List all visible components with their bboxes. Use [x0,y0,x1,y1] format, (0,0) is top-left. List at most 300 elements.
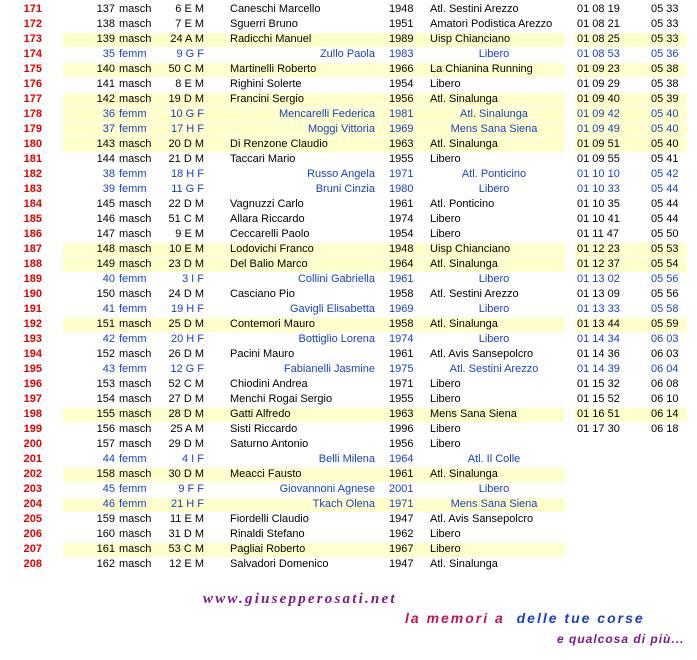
club-cell: Libero [478,183,510,195]
table-row [0,137,697,152]
birth-year-cell: 1971 [389,378,414,390]
birth-year-cell: 1962 [389,528,414,540]
site-url[interactable]: www.giusepperosati.net [203,591,397,607]
position-cell: 177 [23,93,42,105]
category-cell: 30 D M [168,468,204,480]
table-row [0,92,697,107]
club-cell: Libero [478,483,510,495]
athlete-name-cell: Caneschi Marcello [230,3,321,15]
bib-number-cell: 138 [96,18,115,30]
athlete-name-cell: Menchi Rogai Sergio [230,393,333,405]
athlete-name-cell: Collini Gabriella [297,273,375,285]
table-row [0,17,697,32]
birth-year-cell: 1951 [389,18,414,30]
pace-cell: 06 04 [651,363,679,375]
position-cell: 191 [23,303,42,315]
bib-number-cell: 158 [96,468,115,480]
finish-time-cell: 01 15 32 [577,378,620,390]
athlete-name-cell: Sisti Riccardo [230,423,298,435]
category-cell: 9 F F [178,483,204,495]
sex-cell: femm [119,273,147,285]
position-cell: 182 [23,168,42,180]
position-cell: 196 [23,378,42,390]
bib-number-cell: 42 [102,333,115,345]
position-cell: 179 [23,123,42,135]
position-cell: 197 [23,393,42,405]
bib-number-cell: 144 [96,153,115,165]
athlete-name-cell: Radicchi Manuel [230,33,312,45]
finish-time-cell: 01 13 09 [577,288,620,300]
birth-year-cell: 1971 [389,498,414,510]
position-cell: 174 [23,48,42,60]
sex-cell: masch [119,63,152,75]
position-cell: 205 [23,513,42,525]
sex-cell: masch [119,513,152,525]
bib-number-cell: 137 [96,3,115,15]
category-cell: 6 E M [175,3,204,15]
bib-number-cell: 40 [102,273,115,285]
table-row [0,47,697,62]
category-cell: 3 I F [181,273,204,285]
pace-cell: 05 54 [651,258,679,270]
athlete-name-cell: Fiordelli Claudio [230,513,309,525]
finish-time-cell: 01 11 47 [577,228,620,240]
position-cell: 203 [23,483,42,495]
pace-cell: 05 56 [651,288,679,300]
bib-number-cell: 44 [102,453,115,465]
club-cell: Atl. Sinalunga [430,318,498,330]
birth-year-cell: 1958 [389,318,414,330]
bib-number-cell: 37 [102,123,115,135]
club-cell: Libero [430,213,461,225]
category-cell: 22 D M [168,198,204,210]
athlete-name-cell: Salvadori Domenico [230,558,329,570]
position-cell: 206 [23,528,42,540]
birth-year-cell: 1969 [389,303,414,315]
category-cell: 12 E M [169,558,204,570]
sex-cell: masch [119,33,152,45]
tagline-part2: delle tue corse [516,610,645,626]
birth-year-cell: 1967 [389,543,414,555]
sex-cell: masch [119,153,152,165]
birth-year-cell: 1956 [389,438,414,450]
athlete-name-cell: Bottiglio Lorena [298,333,375,345]
bib-number-cell: 46 [102,498,115,510]
category-cell: 27 D M [168,393,204,405]
pace-cell: 05 53 [651,243,679,255]
finish-time-cell: 01 09 40 [577,93,620,105]
finish-time-cell: 01 15 52 [577,393,620,405]
category-cell: 21 H F [170,498,204,510]
finish-time-cell: 01 10 33 [577,183,620,195]
club-cell: Libero [478,303,510,315]
pace-cell: 06 08 [651,378,679,390]
category-cell: 18 H F [170,168,204,180]
position-cell: 183 [23,183,42,195]
club-cell: Atl. Sestini Arezzo [449,363,539,375]
bib-number-cell: 141 [96,78,115,90]
club-cell: Libero [430,543,461,555]
bib-number-cell: 157 [96,438,115,450]
birth-year-cell: 1961 [389,198,414,210]
bib-number-cell: 153 [96,378,115,390]
position-cell: 172 [23,18,42,30]
bib-number-cell: 155 [96,408,115,420]
finish-time-cell: 01 10 10 [577,168,620,180]
sex-cell: masch [119,378,152,390]
bib-number-cell: 150 [96,288,115,300]
sex-cell: masch [119,528,152,540]
birth-year-cell: 1954 [389,78,414,90]
position-cell: 202 [23,468,42,480]
position-cell: 173 [23,33,42,45]
category-cell: 9 G F [176,48,204,60]
pace-cell: 05 40 [651,123,679,135]
finish-time-cell: 01 08 21 [577,18,620,30]
position-cell: 195 [23,363,42,375]
club-cell: Atl. Sinalunga [430,93,498,105]
position-cell: 198 [23,408,42,420]
table-row [0,167,697,182]
category-cell: 17 H F [170,123,204,135]
club-cell: Libero [478,333,510,345]
birth-year-cell: 1980 [389,183,414,195]
pace-cell: 05 42 [651,168,679,180]
club-cell: Libero [478,273,510,285]
sex-cell: femm [119,483,147,495]
table-row [0,182,697,197]
category-cell: 25 D M [168,318,204,330]
table-row [0,437,697,452]
finish-time-cell: 01 09 42 [577,108,620,120]
sex-cell: femm [119,108,147,120]
sex-cell: femm [119,303,147,315]
category-cell: 10 E M [169,243,204,255]
sex-cell: masch [119,228,152,240]
birth-year-cell: 1947 [389,513,414,525]
finish-time-cell: 01 14 39 [577,363,620,375]
club-cell: Atl. Sinalunga [430,558,498,570]
table-row [0,302,697,317]
table-row [0,107,697,122]
table-row [0,482,697,497]
athlete-name-cell: Casciano Pio [230,288,295,300]
table-row [0,122,697,137]
club-cell: Atl. Avis Sansepolcro [430,513,534,525]
category-cell: 12 G F [170,363,204,375]
position-cell: 185 [23,213,42,225]
athlete-name-cell: Del Balio Marco [230,258,308,270]
athlete-name-cell: Pagliai Roberto [230,543,306,555]
table-row [0,422,697,437]
club-cell: Atl. Sestini Arezzo [430,3,519,15]
table-row [0,257,697,272]
sex-cell: masch [119,558,152,570]
club-cell: Libero [430,393,461,405]
sex-cell: masch [119,138,152,150]
birth-year-cell: 1956 [389,93,414,105]
table-row [0,407,697,422]
sex-cell: masch [119,288,152,300]
athlete-name-cell: Rinaldi Stefano [230,528,305,540]
bib-number-cell: 38 [102,168,115,180]
category-cell: 52 C M [168,378,204,390]
finish-time-cell: 01 10 41 [577,213,620,225]
athlete-name-cell: Fabianelli Jasmine [283,363,375,375]
sex-cell: masch [119,78,152,90]
birth-year-cell: 1974 [389,333,414,345]
category-cell: 20 H F [170,333,204,345]
category-cell: 25 A M [170,423,204,435]
sex-cell: femm [119,333,147,345]
bib-number-cell: 152 [96,348,115,360]
club-cell: Atl. Ponticino [430,198,495,210]
club-cell: Mens Sana Siena [450,123,538,135]
table-row [0,512,697,527]
table-row [0,62,697,77]
position-cell: 171 [23,3,42,15]
club-cell: Libero [478,48,510,60]
athlete-name-cell: Contemori Mauro [230,318,315,330]
birth-year-cell: 1983 [389,48,414,60]
athlete-name-cell: Saturno Antonio [230,438,309,450]
club-cell: Libero [430,423,461,435]
athlete-name-cell: Pacini Mauro [230,348,295,360]
pace-cell: 05 44 [651,213,679,225]
sex-cell: femm [119,363,147,375]
bib-number-cell: 140 [96,63,115,75]
category-cell: 50 C M [168,63,204,75]
pace-cell: 05 44 [651,183,679,195]
birth-year-cell: 1996 [389,423,414,435]
table-row [0,332,697,347]
bib-number-cell: 142 [96,93,115,105]
sex-cell: femm [119,498,147,510]
category-cell: 28 D M [168,408,204,420]
pace-cell: 05 38 [651,78,679,90]
position-cell: 187 [23,243,42,255]
birth-year-cell: 1963 [389,408,414,420]
birth-year-cell: 1958 [389,288,414,300]
table-row [0,497,697,512]
athlete-name-cell: Mencarelli Federica [279,108,375,120]
category-cell: 10 G F [170,108,204,120]
category-cell: 7 E M [175,18,204,30]
athlete-name-cell: Gavigli Elisabetta [290,303,375,315]
club-cell: Atl. Sinalunga [430,468,498,480]
finish-time-cell: 01 13 33 [577,303,620,315]
bib-number-cell: 41 [102,303,115,315]
athlete-name-cell: Chiodini Andrea [230,378,308,390]
sex-cell: masch [119,18,152,30]
table-row [0,272,697,287]
club-cell: Libero [430,378,461,390]
position-cell: 175 [23,63,42,75]
category-cell: 24 D M [168,288,204,300]
club-cell: Atl. Avis Sansepolcro [430,348,534,360]
pace-cell: 05 41 [651,153,679,165]
bib-number-cell: 162 [96,558,115,570]
table-row [0,527,697,542]
club-cell: Libero [430,528,461,540]
category-cell: 29 D M [168,438,204,450]
athlete-name-cell: Martinelli Roberto [230,63,317,75]
athlete-name-cell: Meacci Fausto [230,468,302,480]
position-cell: 201 [23,453,42,465]
finish-time-cell: 01 17 30 [577,423,620,435]
athlete-name-cell: Bruni Cinzia [315,183,375,195]
table-row [0,542,697,557]
finish-time-cell: 01 12 23 [577,243,620,255]
position-cell: 184 [23,198,42,210]
athlete-name-cell: Taccari Mario [230,153,296,165]
pace-cell: 06 10 [651,393,679,405]
birth-year-cell: 1948 [389,3,414,15]
pace-cell: 05 33 [651,18,679,30]
bib-number-cell: 151 [96,318,115,330]
birth-year-cell: 1981 [389,108,414,120]
bib-number-cell: 156 [96,423,115,435]
club-cell: Atl. Sinalunga [430,258,498,270]
position-cell: 208 [23,558,42,570]
club-cell: Libero [430,78,461,90]
athlete-name-cell: Lodovichi Franco [230,243,314,255]
birth-year-cell: 1964 [389,453,414,465]
birth-year-cell: 1974 [389,213,414,225]
finish-time-cell: 01 12 37 [577,258,620,270]
sex-cell: masch [119,198,152,210]
birth-year-cell: 1961 [389,468,414,480]
club-cell: Amatori Podistica Arezzo [430,18,553,30]
pace-cell: 05 44 [651,198,679,210]
sex-cell: masch [119,243,152,255]
birth-year-cell: 1954 [389,228,414,240]
bib-number-cell: 146 [96,213,115,225]
category-cell: 21 D M [168,153,204,165]
club-cell: Uisp Chianciano [430,243,511,255]
position-cell: 192 [23,318,42,330]
bib-number-cell: 145 [96,198,115,210]
pace-cell: 05 33 [651,33,679,45]
table-row [0,377,697,392]
position-cell: 190 [23,288,42,300]
table-row [0,227,697,242]
athlete-name-cell: Moggi Vittoria [307,123,375,135]
finish-time-cell: 01 13 02 [577,273,620,285]
sex-cell: masch [119,318,152,330]
table-row [0,392,697,407]
position-cell: 181 [23,153,42,165]
bib-number-cell: 148 [96,243,115,255]
sex-cell: masch [119,213,152,225]
bib-number-cell: 36 [102,108,115,120]
pace-cell: 05 39 [651,93,679,105]
category-cell: 23 D M [168,258,204,270]
pace-cell: 05 33 [651,3,679,15]
athlete-name-cell: Sguerri Bruno [230,18,298,30]
club-cell: Libero [430,153,461,165]
pace-cell: 05 38 [651,63,679,75]
pace-cell: 05 40 [651,108,679,120]
tagline [405,610,645,626]
table-row [0,362,697,377]
birth-year-cell: 2001 [389,483,414,495]
athlete-name-cell: Francini Sergio [230,93,304,105]
birth-year-cell: 1966 [389,63,414,75]
category-cell: 11 E M [169,513,204,525]
category-cell: 31 D M [168,528,204,540]
position-cell: 199 [23,423,42,435]
bib-number-cell: 139 [96,33,115,45]
category-cell: 19 D M [168,93,204,105]
pace-cell: 06 03 [651,333,679,345]
sex-cell: femm [119,123,147,135]
birth-year-cell: 1955 [389,393,414,405]
position-cell: 204 [23,498,42,510]
position-cell: 176 [23,78,42,90]
table-row [0,152,697,167]
birth-year-cell: 1948 [389,243,414,255]
pace-cell: 05 36 [651,48,679,60]
bib-number-cell: 159 [96,513,115,525]
category-cell: 9 E M [175,228,204,240]
pace-cell: 05 40 [651,138,679,150]
sex-cell: masch [119,258,152,270]
table-row [0,32,697,47]
birth-year-cell: 1989 [389,33,414,45]
finish-time-cell: 01 08 53 [577,48,620,60]
birth-year-cell: 1971 [389,168,414,180]
athlete-name-cell: Vagnuzzi Carlo [230,198,304,210]
finish-time-cell: 01 09 49 [577,123,620,135]
finish-time-cell: 01 08 19 [577,3,620,15]
birth-year-cell: 1961 [389,273,414,285]
bib-number-cell: 35 [102,48,115,60]
club-cell: Mens Sana Siena [450,498,538,510]
category-cell: 51 C M [168,213,204,225]
birth-year-cell: 1947 [389,558,414,570]
finish-time-cell: 01 09 29 [577,78,620,90]
category-cell: 11 G F [171,183,204,195]
finish-time-cell: 01 08 25 [577,33,620,45]
table-row [0,212,697,227]
finish-time-cell: 01 10 35 [577,198,620,210]
sex-cell: masch [119,438,152,450]
table-row [0,2,697,17]
position-cell: 207 [23,543,42,555]
position-cell: 200 [23,438,42,450]
club-cell: Mens Sana Siena [430,408,517,420]
sex-cell: femm [119,183,147,195]
finish-time-cell: 01 09 55 [577,153,620,165]
athlete-name-cell: Righini Solerte [230,78,302,90]
club-cell: Atl. Ponticino [461,168,527,180]
athlete-name-cell: Gatti Alfredo [230,408,291,420]
table-row [0,242,697,257]
category-cell: 24 A M [170,33,204,45]
category-cell: 4 I F [181,453,204,465]
athlete-name-cell: Giovannoni Agnese [279,483,375,495]
sex-cell: femm [119,168,147,180]
club-cell: Libero [430,438,461,450]
category-cell: 20 D M [168,138,204,150]
finish-time-cell: 01 16 51 [577,408,620,420]
club-cell: Atl. Sestini Arezzo [430,288,519,300]
finish-time-cell: 01 13 44 [577,318,620,330]
club-cell: La Chianina Running [430,63,533,75]
table-row [0,77,697,92]
bib-number-cell: 154 [96,393,115,405]
